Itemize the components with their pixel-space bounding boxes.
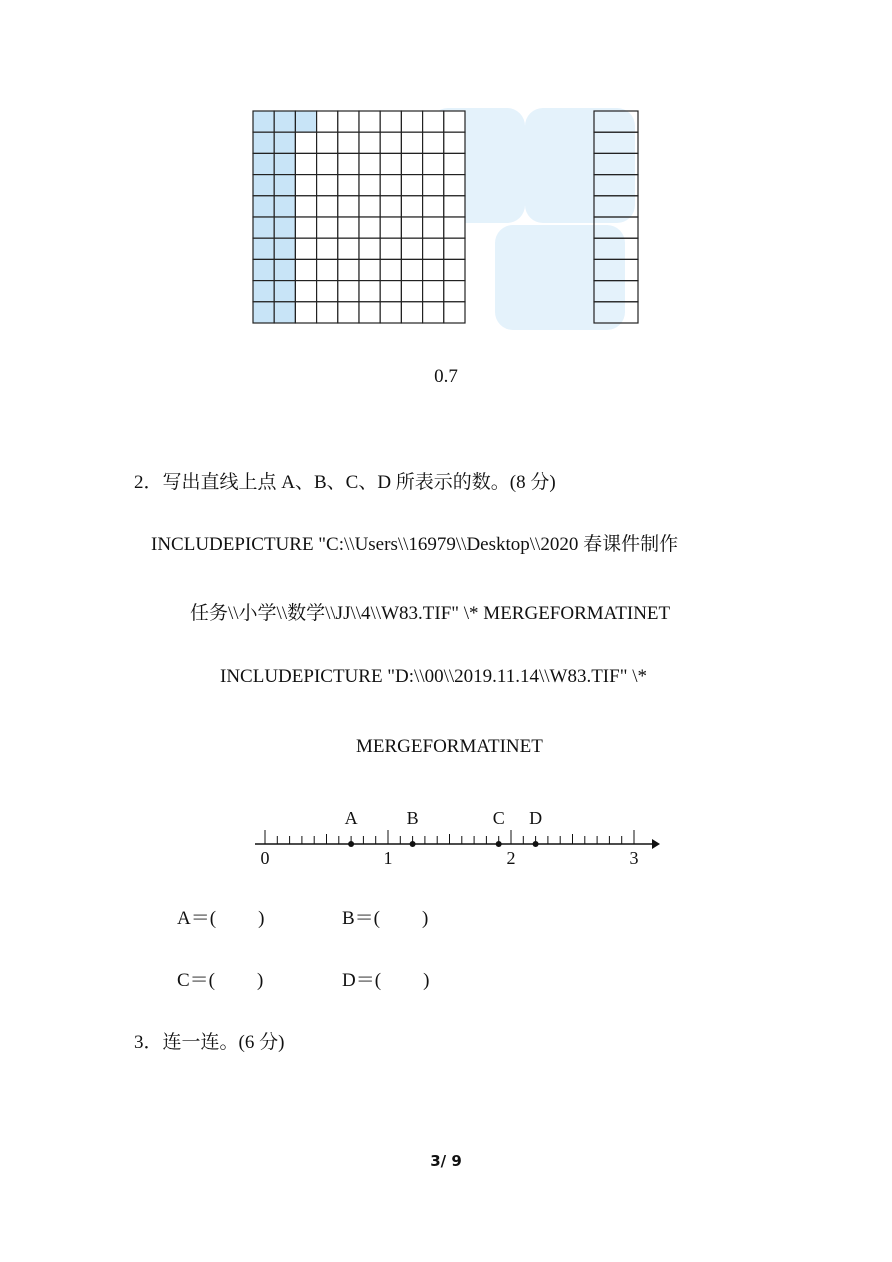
- grid-cell: [380, 281, 401, 302]
- grid-cell: [359, 111, 380, 132]
- grid-cell: [295, 132, 316, 153]
- grid-cell: [295, 217, 316, 238]
- grid-cell-shaded: [253, 302, 274, 323]
- grid-cell: [359, 175, 380, 196]
- grid-cell: [380, 238, 401, 259]
- grid-cell: [444, 302, 465, 323]
- grid-cell: [444, 111, 465, 132]
- grid-cell-shaded: [295, 111, 316, 132]
- grid-cell: [401, 175, 422, 196]
- grid-cell: [401, 111, 422, 132]
- answer-d: [342, 965, 429, 992]
- grid-cell: [359, 238, 380, 259]
- grid-cell: [401, 238, 422, 259]
- grid-caption: 0.7: [434, 366, 458, 387]
- grid-cell: [401, 196, 422, 217]
- grid-cell: [423, 302, 444, 323]
- grid-cell: [317, 238, 338, 259]
- grid-cell: [380, 175, 401, 196]
- grid-cell-shaded: [253, 238, 274, 259]
- grid-cell: [359, 281, 380, 302]
- grid-cell-shaded: [253, 175, 274, 196]
- grid-cell: [423, 132, 444, 153]
- grid-cell: [444, 132, 465, 153]
- grid-cell: [401, 281, 422, 302]
- grid-cell: [317, 153, 338, 174]
- grid-cell-shaded: [253, 111, 274, 132]
- grid-cell: [338, 302, 359, 323]
- grid-cell: [401, 132, 422, 153]
- grid-cell: [317, 281, 338, 302]
- grid-cell: [338, 153, 359, 174]
- grid-cell: [380, 217, 401, 238]
- tick-label: 3: [629, 848, 639, 868]
- point-d-label: D: [529, 808, 543, 828]
- answer-b: [342, 903, 428, 930]
- grid-cell: [295, 281, 316, 302]
- point-b-label: B: [406, 808, 419, 828]
- answer-d-close: ): [423, 970, 430, 991]
- grid-cell: [423, 111, 444, 132]
- grid-cell-shaded: [253, 281, 274, 302]
- grid-cell-shaded: [253, 196, 274, 217]
- grid-cell-shaded: [253, 132, 274, 153]
- grid-cell: [380, 302, 401, 323]
- number-line: [240, 800, 670, 875]
- grid-cell: [423, 238, 444, 259]
- grid-cell-shaded: [253, 259, 274, 280]
- grid-cell: [423, 281, 444, 302]
- grid-cell: [338, 238, 359, 259]
- grid-cell: [423, 175, 444, 196]
- answer-a-close: ): [258, 908, 265, 929]
- grid-cell: [338, 132, 359, 153]
- hundred-grid: [253, 111, 465, 323]
- tick-label: 1: [383, 848, 393, 868]
- tick-label: 2: [506, 848, 516, 868]
- grid-cell: [380, 132, 401, 153]
- answer-c-close: ): [257, 970, 264, 991]
- grid-cell: [380, 196, 401, 217]
- grid-cell: [359, 259, 380, 280]
- grid-cell: [401, 153, 422, 174]
- point-a-label: A: [344, 808, 358, 828]
- grid-cell: [380, 259, 401, 280]
- point-a-dot: [348, 841, 354, 847]
- answer-b-close: ): [422, 908, 429, 929]
- grid-cell: [317, 302, 338, 323]
- arrow-head-icon: [652, 839, 660, 849]
- grid-cell: [444, 217, 465, 238]
- grid-cell: [338, 217, 359, 238]
- grid-cell: [444, 153, 465, 174]
- point-b-dot: [410, 841, 416, 847]
- grid-cell-shaded: [274, 196, 295, 217]
- grid-cell: [317, 111, 338, 132]
- field-code-line-4: MERGEFORMATINET: [356, 736, 543, 757]
- grid-cell: [401, 259, 422, 280]
- answer-d-label: D＝(: [342, 970, 382, 991]
- grid-cell: [423, 196, 444, 217]
- grid-cell-shaded: [274, 111, 295, 132]
- grid-cell-shaded: [274, 132, 295, 153]
- watermark-block: [525, 108, 635, 223]
- answer-a: [177, 903, 264, 930]
- grid-cell: [295, 175, 316, 196]
- grid-cell: [317, 196, 338, 217]
- grid-cell: [359, 196, 380, 217]
- grid-cell: [401, 217, 422, 238]
- grid-cell-shaded: [274, 153, 295, 174]
- grid-cell: [317, 259, 338, 280]
- grid-cell: [359, 217, 380, 238]
- grid-cell: [423, 153, 444, 174]
- answer-c: [177, 965, 263, 992]
- grid-cell-shaded: [274, 259, 295, 280]
- grid-cell: [444, 238, 465, 259]
- question-2-title: 2．写出直线上点 A、B、C、D 所表示的数。(8 分): [134, 472, 556, 493]
- grid-cell-shaded: [274, 238, 295, 259]
- grid-cell-shaded: [253, 217, 274, 238]
- grid-cell-shaded: [274, 281, 295, 302]
- grid-cell: [359, 302, 380, 323]
- grid-cell: [295, 238, 316, 259]
- grid-cell: [317, 175, 338, 196]
- question-3-title: 3．连一连。(6 分): [134, 1032, 285, 1053]
- grid-cell: [401, 302, 422, 323]
- grid-cell: [338, 175, 359, 196]
- field-code-line-3: INCLUDEPICTURE "D:\\00\\2019.11.14\\W83.TIF" \*: [220, 666, 647, 687]
- grid-cell: [359, 132, 380, 153]
- grid-cell: [317, 132, 338, 153]
- grid-cell: [338, 111, 359, 132]
- grid-cell: [380, 153, 401, 174]
- grid-cell-shaded: [274, 175, 295, 196]
- grid-cell: [423, 259, 444, 280]
- watermark-block: [495, 225, 625, 330]
- decimal-grid-figure: [240, 100, 660, 340]
- grid-cell: [444, 175, 465, 196]
- grid-cell: [380, 111, 401, 132]
- grid-cell: [338, 196, 359, 217]
- grid-cell-shaded: [274, 302, 295, 323]
- field-code-line-1: INCLUDEPICTURE "C:\\Users\\16979\\Desktop\\2020 春课件制作: [151, 534, 679, 555]
- grid-cell: [444, 259, 465, 280]
- grid-cell: [295, 153, 316, 174]
- field-code-line-2: 任务\\小学\\数学\\JJ\\4\\W83.TIF" \* MERGEFORMATINET: [190, 603, 671, 624]
- page-number: 3/ 9: [430, 1152, 462, 1170]
- grid-cell: [338, 281, 359, 302]
- grid-cell: [359, 153, 380, 174]
- grid-cell: [295, 259, 316, 280]
- point-c-dot: [496, 841, 502, 847]
- answer-b-label: B＝(: [342, 908, 381, 929]
- grid-cell: [317, 217, 338, 238]
- tick-label: 0: [260, 848, 270, 868]
- answer-c-label: C＝(: [177, 970, 216, 991]
- grid-cell: [444, 196, 465, 217]
- point-c-label: C: [492, 808, 505, 828]
- grid-cell-shaded: [274, 217, 295, 238]
- grid-cell: [423, 217, 444, 238]
- grid-cell: [444, 281, 465, 302]
- grid-cell: [295, 302, 316, 323]
- answer-a-label: A＝(: [177, 908, 217, 929]
- grid-cell: [295, 196, 316, 217]
- grid-cell-shaded: [253, 153, 274, 174]
- grid-cell: [338, 259, 359, 280]
- point-d-dot: [533, 841, 539, 847]
